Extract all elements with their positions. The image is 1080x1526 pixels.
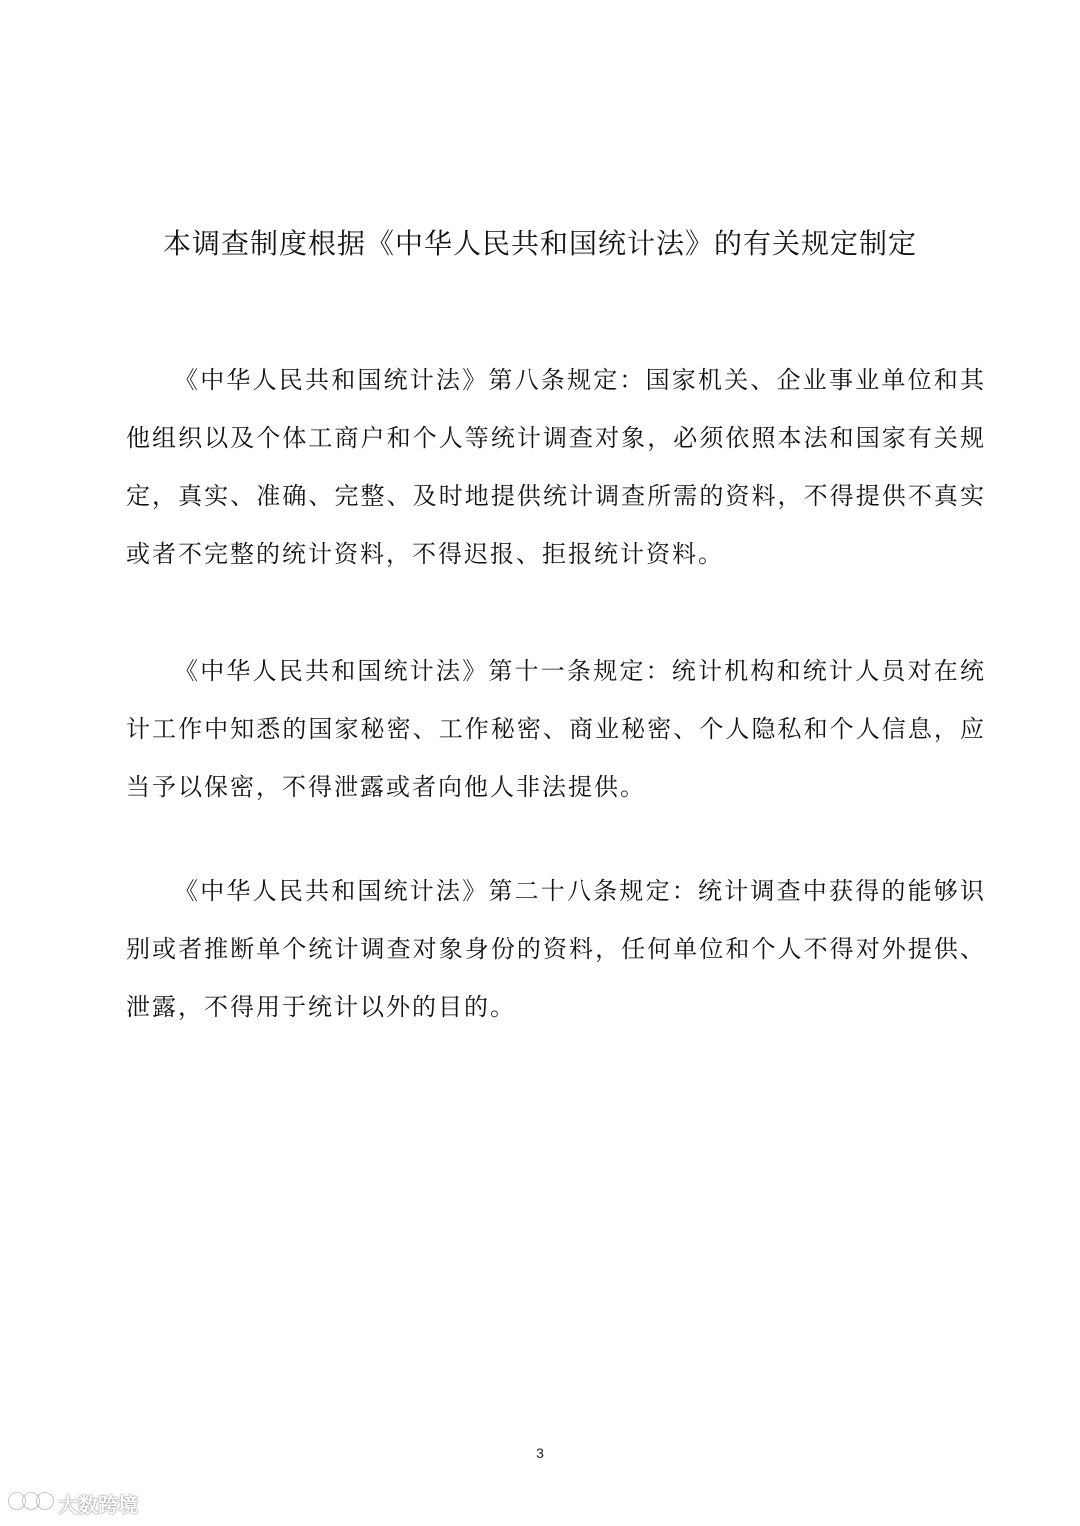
page-number: 3 xyxy=(536,1445,544,1461)
document-title: 本调查制度根据《中华人民共和国统计法》的有关规定制定 xyxy=(162,227,917,260)
article-8-paragraph: 《中华人民共和国统计法》第八条规定：国家机关、企业事业单位和其他组织以及个体工商户和个人等统计调查对象，必须依照本法和国家有关规定，真实、准确、完整、及时地提供统计调查所需的资料，不得提供不真实或者不完整的统计资料，不得迟报、拒报统计资料。 xyxy=(126,366,986,568)
watermark-text: 大数跨境 xyxy=(58,1492,138,1517)
article-28-paragraph: 《中华人民共和国统计法》第二十八条规定：统计调查中获得的能够识别或者推断单个统计调查对象身份的资料，任何单位和个人不得对外提供、泄露，不得用于统计以外的目的。 xyxy=(126,877,986,1021)
brand-logo-icon xyxy=(8,1488,54,1519)
watermark xyxy=(8,1488,138,1518)
article-11-paragraph: 《中华人民共和国统计法》第十一条规定：统计机构和统计人员对在统计工作中知悉的国家秘密、工作秘密、商业秘密、个人隐私和个人信息，应当予以保密，不得泄露或者向他人非法提供。 xyxy=(126,657,986,801)
